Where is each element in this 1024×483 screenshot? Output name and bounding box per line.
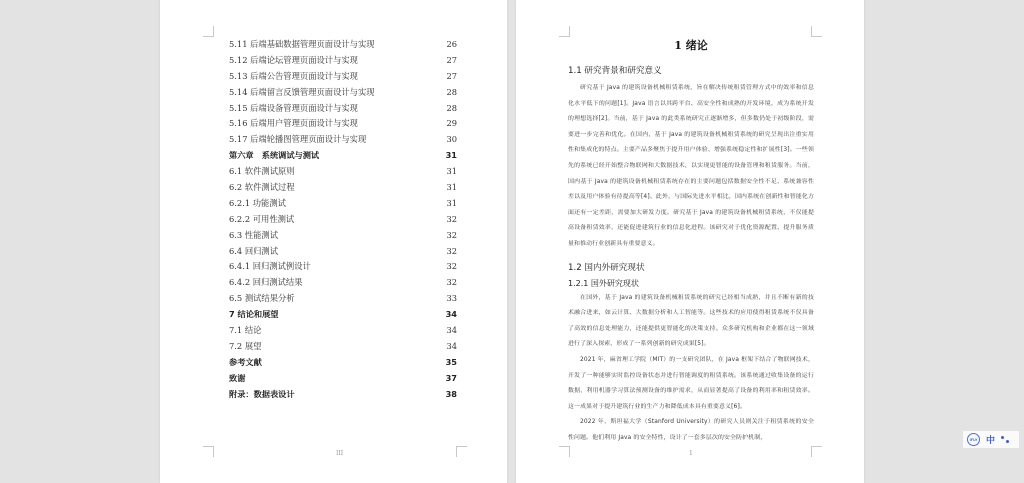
toc-entry[interactable] xyxy=(229,212,457,228)
ime-floating-toolbar[interactable] xyxy=(963,431,1019,448)
margin-corner-mark xyxy=(203,26,214,37)
toc-entry-label: 6.4.1 回归测试例设计 xyxy=(229,261,311,272)
toc-entry-page: 34 xyxy=(446,340,457,351)
toc-entry-page: 32 xyxy=(446,213,457,224)
toc-entry-label: 5.13 后端公告管理页面设计与实现 xyxy=(229,70,358,81)
ifly-logo-icon[interactable]: iFLY xyxy=(967,433,980,446)
toc-entry-page: 34 xyxy=(446,325,457,336)
margin-corner-mark xyxy=(203,446,214,457)
toc-entry[interactable] xyxy=(229,387,457,403)
toc-entry-label: 参考文献 xyxy=(229,356,262,367)
toc-entry-label: 5.17 后端轮播图管理页面设计与实现 xyxy=(229,134,367,145)
document-page-chapter-1 xyxy=(516,0,864,483)
toc-entry-page: 27 xyxy=(446,54,457,65)
toc-entry-label: 6.2 软件测试过程 xyxy=(229,182,295,193)
toc-entry-label: 6.5 测试结果分析 xyxy=(229,293,295,304)
toc-entry-page: 30 xyxy=(446,134,457,145)
toc-entry-page: 27 xyxy=(446,70,457,81)
margin-corner-mark xyxy=(456,446,467,457)
toc-entry-label: 6.4 回归测试 xyxy=(229,245,279,256)
subsection-heading: 1.2.1 国外研究现状 xyxy=(568,278,639,288)
toc-entry-label: 5.16 后端用户管理页面设计与实现 xyxy=(229,118,358,129)
toc-entry-label: 第六章 系统调试与测试 xyxy=(229,150,320,161)
toc-entry[interactable] xyxy=(229,53,457,69)
toc-entry-page: 31 xyxy=(446,182,457,193)
toc-entry-label: 7.1 结论 xyxy=(229,325,262,336)
toc-entry[interactable] xyxy=(229,101,457,117)
toc-entry[interactable] xyxy=(229,148,457,164)
toc-entry-label: 7 结论和展望 xyxy=(229,309,279,320)
toc-entry[interactable] xyxy=(229,355,457,371)
toc-entry-page: 32 xyxy=(446,229,457,240)
toc-entry[interactable] xyxy=(229,85,457,101)
toc-entry-label: 6.4.2 回归测试结果 xyxy=(229,277,303,288)
chapter-title: 1 绪论 xyxy=(674,39,708,52)
toc-entry-page: 32 xyxy=(446,261,457,272)
toc-entry[interactable] xyxy=(229,228,457,244)
toc-entry[interactable] xyxy=(229,196,457,212)
toc-entry[interactable] xyxy=(229,291,457,307)
toc-entry-page: 29 xyxy=(446,118,457,129)
toc-entry-label: 6.2.2 可用性测试 xyxy=(229,213,295,224)
page-number: III xyxy=(336,450,344,457)
toc-entry-label: 5.14 后端留言反馈管理页面设计与实现 xyxy=(229,86,375,97)
toc-entry-label: 7.2 展望 xyxy=(229,340,262,351)
toc-entry[interactable] xyxy=(229,69,457,85)
toc-entry-page: 33 xyxy=(446,293,457,304)
toc-entry[interactable] xyxy=(229,259,457,275)
toc-entry[interactable] xyxy=(229,275,457,291)
toc-entry[interactable] xyxy=(229,371,457,387)
toc-entry-page: 28 xyxy=(446,102,457,113)
toc-entry-label: 6.1 软件测试原则 xyxy=(229,166,295,177)
toc-entry-page: 35 xyxy=(445,356,457,367)
toc-entry-page: 31 xyxy=(446,197,457,208)
dots-icon[interactable] xyxy=(1001,435,1011,445)
toc-entry[interactable] xyxy=(229,116,457,132)
toc-entry[interactable] xyxy=(229,339,457,355)
toc-entry[interactable] xyxy=(229,323,457,339)
body-paragraph: 在国外，基于 Java 的建筑设备机械租赁系统的研究已经相当成熟，并且不断有新的技术融合进来，如云计算、大数据分析和人工智能等。这些技术的应用使得租赁系统不仅具备了高效的信息处理能力，还能提供更智能化的决策支持。众多研究机构和企业都在这一领域进行了深入探索，形成了一系列创新的研究成果[5]。 xyxy=(568,294,814,348)
ime-mode-toggle[interactable]: 中 xyxy=(986,436,996,446)
toc-entry-label: 6.3 性能测试 xyxy=(229,229,279,240)
toc-entry-label: 致谢 xyxy=(229,372,246,383)
toc-entry-label: 附录：数据表设计 xyxy=(229,388,295,399)
section-heading: 1.1 研究背景和研究意义 xyxy=(568,66,662,76)
toc-entry[interactable] xyxy=(229,132,457,148)
toc-entry[interactable] xyxy=(229,37,457,53)
margin-corner-mark xyxy=(811,446,822,457)
toc-entry[interactable] xyxy=(229,180,457,196)
toc-entry-page: 38 xyxy=(445,388,457,399)
table-of-contents xyxy=(229,37,457,402)
toc-entry-label: 5.11 后端基础数据管理页面设计与实现 xyxy=(229,39,375,49)
toc-entry-page: 28 xyxy=(446,86,457,97)
toc-entry[interactable] xyxy=(229,244,457,260)
toc-entry-page: 31 xyxy=(446,166,457,177)
toc-entry[interactable] xyxy=(229,164,457,180)
body-paragraph: 2022 年，斯坦福大学（Stanford University）的研究人员则关注于租赁系统的安全性问题。他们利用 Java 的安全特性，设计了一套多层次的安全防护机制， xyxy=(568,419,814,441)
margin-corner-mark xyxy=(559,446,570,457)
toc-entry-page: 32 xyxy=(446,277,457,288)
body-paragraph: 研究基于 Java 的建筑设备机械租赁系统，旨在解决传统租赁管理方式中的效率和信息化水平低下的问题[1]。Java 语言以其跨平台、高安全性和成熟的开发环境，成为系统开发的理想选择[2]。当前，基于 Java 的此类系统研究正逐渐增多，但多数仍处于初级阶段，需要进一步完善和优化。在国内，基于 Java 的建筑设备机械租赁系统的研究呈现出注重实用性和集成化的特点。主要产品多聚焦于提升用户体验、增强系统稳定性和扩展性[3]。一些领先的系统已经开始整合物联网和大数据技术，以实现更智能的设备管理和租赁服务。当前，国内基于 Java 的建筑设备机械租赁系统存在的主要问题包括数据安全性不足、系统兼容性差以及用户体验有待提高等[4]。此外，与国际先进水平相比，国内系统在创新性和智能化方面还有一定差距，需要加大研发力度。研究基于 Java 的建筑设备机械租赁系统，不仅能提高设备租赁效率，还能促进建筑行业的信息化进程。该研究对于优化资源配置、提升服务质量和推动行业创新具有重要意义。 xyxy=(568,85,814,247)
toc-entry-page: 37 xyxy=(445,372,457,383)
toc-entry-label: 6.2.1 功能测试 xyxy=(229,197,286,208)
page-number: 1 xyxy=(689,450,693,457)
toc-entry-label: 5.15 后端设备管理页面设计与实现 xyxy=(229,102,358,113)
toc-entry-page: 26 xyxy=(446,39,457,49)
toc-entry-page: 32 xyxy=(446,245,457,256)
body-paragraph: 2021 年，麻省理工学院（MIT）的一支研究团队，在 Java 框架下结合了物联网技术，开发了一种能够实时监控设备状态并进行智能调度的租赁系统。该系统通过收集设备的运行数据，利用机器学习算法预测设备的维护需求，从而显著提高了设备的利用率和租赁效率。这一成果对于提升建筑行业的生产力和降低成本具有重要意义[6]。 xyxy=(568,356,814,410)
toc-entry[interactable] xyxy=(229,307,457,323)
toc-entry-page: 31 xyxy=(445,150,457,161)
chapter-body xyxy=(568,36,814,446)
toc-entry-page: 34 xyxy=(445,309,457,320)
document-page-toc xyxy=(160,0,507,483)
toc-entry-label: 5.12 后端论坛管理页面设计与实现 xyxy=(229,54,358,65)
section-heading: 1.2 国内外研究现状 xyxy=(568,262,645,273)
